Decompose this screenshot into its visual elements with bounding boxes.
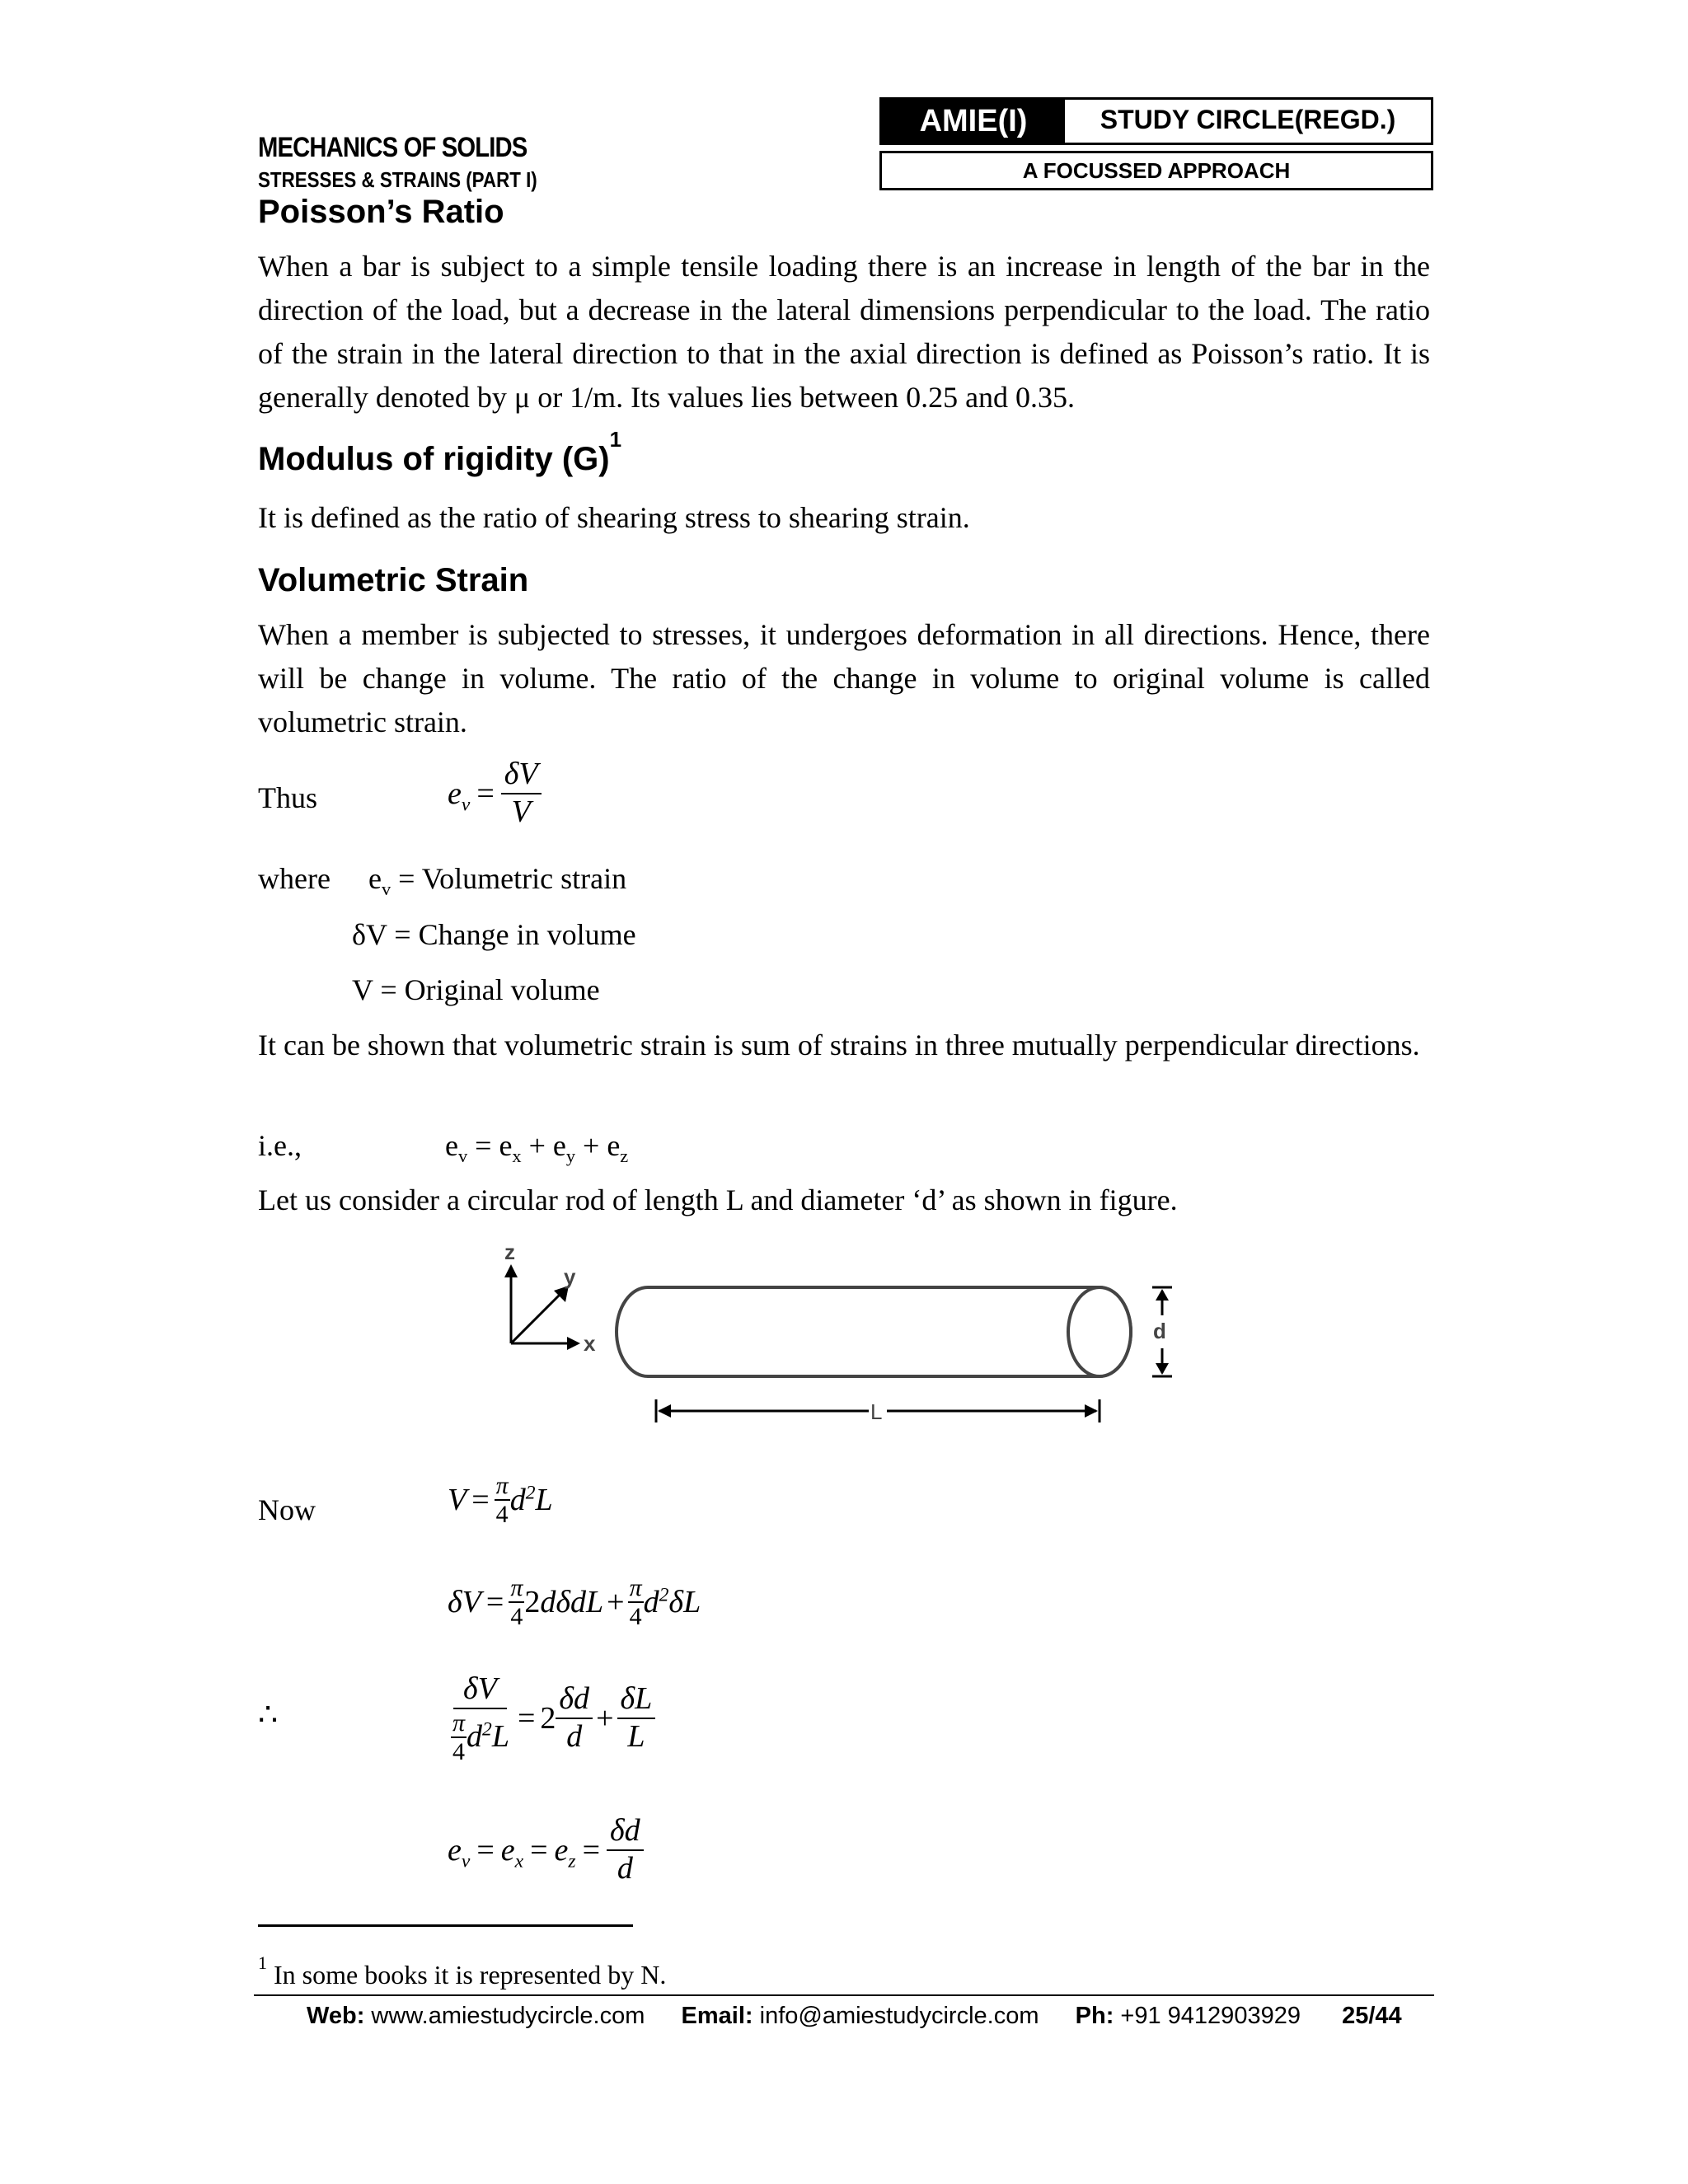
eq-volume: V = $\frac{\pi}{4}$ $d^2L$ bbox=[448, 1472, 553, 1528]
para-rigidity: It is defined as the ratio of shearing stress to shearing strain. bbox=[258, 501, 970, 534]
label-where: where bbox=[258, 862, 331, 895]
footer bbox=[307, 2003, 1402, 2030]
heading-volumetric: Volumetric Strain bbox=[258, 562, 529, 598]
eq-sum: $e_v = e_x + e_y + e_z$ bbox=[445, 1129, 629, 1167]
para-volumetric: When a member is subjected to stresses, it undergoes deformation in all directions. Hence, there will be change in volume. The ratio of the change in volume to original volume is called volumetric strain. bbox=[258, 618, 1430, 738]
footer-email-label: Email: bbox=[681, 2003, 753, 2029]
eq-delta-volume: δV = $\frac{\pi}{4}$ 2dδdL + $\frac{\pi}{4}$ $d^2\delta L$ bbox=[448, 1574, 701, 1630]
footer-web-link[interactable]: www.amiestudycircle.com bbox=[371, 2003, 645, 2029]
def-deltaV: δV = Change in volume bbox=[352, 918, 636, 951]
footer-phone: +91 9412903929 bbox=[1120, 2003, 1301, 2029]
heading-rigidity-text: Modulus of rigidity (G) bbox=[258, 441, 610, 477]
axis-y-label: y bbox=[564, 1264, 576, 1289]
dim-d-label: d bbox=[1153, 1319, 1166, 1343]
rod-figure bbox=[486, 1236, 1195, 1434]
rod-end bbox=[1068, 1287, 1131, 1376]
label-thus: Thus bbox=[258, 781, 317, 814]
brand-box bbox=[879, 97, 1433, 145]
footnote bbox=[258, 1952, 667, 1990]
para-sum-strains: It can be shown that volumetric strain is sum of strains in three mutually perpendicular directions. bbox=[258, 1029, 1420, 1062]
para-poisson: When a bar is subject to a simple tensile loading there is an increase in length of the bar in the direction of the load, but a decrease in the lateral dimensions perpendicular to the load. The ratio of the strain in the lateral direction to that in the axial direction is defined as Poisson’s ratio. It is generally denoted by μ or 1/m. Its values lies between 0.25 and 0.35. bbox=[258, 250, 1430, 414]
footer-web-label: Web: bbox=[307, 2003, 365, 2029]
rod-body bbox=[617, 1287, 1131, 1376]
footer-email-link[interactable]: info@amiestudycircle.com bbox=[759, 2003, 1039, 2029]
page-number: 25/44 bbox=[1342, 2003, 1402, 2029]
def-V: V = Original volume bbox=[352, 973, 600, 1006]
footnote-mark: 1 bbox=[258, 1952, 267, 1974]
eq-volumetric-strain: $e_v$ = $\frac{\delta V}{V}$ bbox=[448, 757, 542, 830]
eq-ratio: δV $\frac{\pi}{4}$ $d^2L$ = 2 $\frac{\delta d}{d}$ + $\frac{\delta L}{L}$ bbox=[448, 1671, 655, 1765]
def-ev-text: = Volumetric strain bbox=[398, 862, 627, 895]
footnote-rule bbox=[258, 1924, 633, 1927]
footer-phone-label: Ph: bbox=[1075, 2003, 1114, 2029]
label-ie: i.e., bbox=[258, 1129, 302, 1162]
heading-poisson: Poisson’s Ratio bbox=[258, 194, 504, 230]
label-now: Now bbox=[258, 1493, 316, 1526]
brand-left: AMIE(I) bbox=[882, 100, 1065, 143]
footer-rule bbox=[254, 1994, 1434, 1996]
heading-rigidity bbox=[258, 426, 622, 478]
header-title: MECHANICS OF SOLIDS bbox=[258, 132, 528, 163]
def-ev: $e_v$ = Volumetric strain bbox=[368, 862, 627, 900]
axis-x-label: x bbox=[584, 1331, 596, 1356]
eq-strains-equal: $e_v$ = $e_x$ = $e_z$ = $\frac{\delta d}{d}$ bbox=[448, 1813, 644, 1886]
para-rod: Let us consider a circular rod of length L and diameter ‘d’ as shown in figure. bbox=[258, 1183, 1178, 1216]
header-subtitle: STRESSES & STRAINS (PART I) bbox=[258, 167, 537, 192]
footnote-text: In some books it is represented by N. bbox=[274, 1960, 667, 1990]
brand-right: STUDY CIRCLE(REGD.) bbox=[1100, 104, 1396, 134]
axis-z-label: z bbox=[504, 1240, 515, 1264]
label-therefore: ∴ bbox=[258, 1698, 279, 1732]
tagline-box: A FOCUSSED APPROACH bbox=[879, 151, 1433, 190]
footnote-ref: 1 bbox=[609, 426, 622, 452]
dim-L-label: L bbox=[870, 1399, 883, 1424]
